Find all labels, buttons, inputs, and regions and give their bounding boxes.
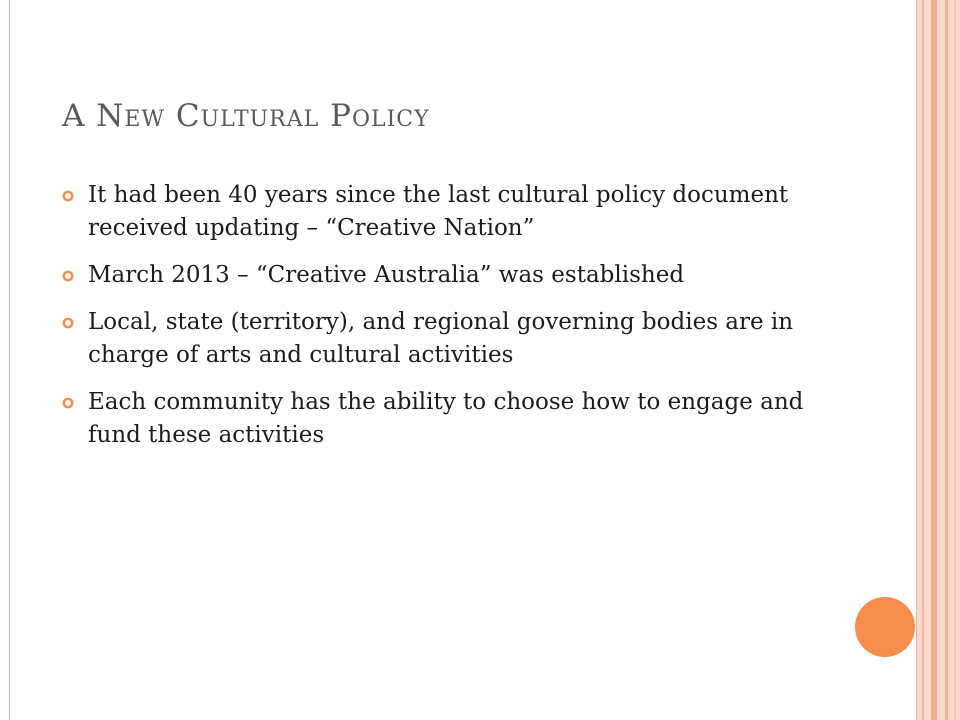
bullet-text: March 2013 – “Creative Australia” was established [88,262,685,288]
bullet-item [62,259,852,292]
stripe-decoration [954,0,956,720]
stripe-decoration [931,0,937,720]
stripe-decoration [922,0,924,720]
slide-title: A New Cultural Policy [62,98,430,134]
ring-bullet-icon [62,270,74,282]
bullet-text: Local, state (territory), and regional governing bodies are in charge of arts and cultural activities [88,309,794,368]
ring-bullet-icon [62,190,74,202]
orange-circle-decoration [855,597,915,657]
bullet-item [62,306,852,372]
bullet-text: It had been 40 years since the last cultural policy document received updating – “Creative Nation” [88,182,789,241]
bullet-text: Each community has the ability to choose how to engage and fund these activities [88,389,804,448]
bullet-item [62,179,852,245]
stripe-decoration [945,0,948,720]
bullet-list [62,179,852,466]
ring-bullet-icon [62,397,74,409]
ring-bullet-icon [62,317,74,329]
bullet-item [62,386,852,452]
